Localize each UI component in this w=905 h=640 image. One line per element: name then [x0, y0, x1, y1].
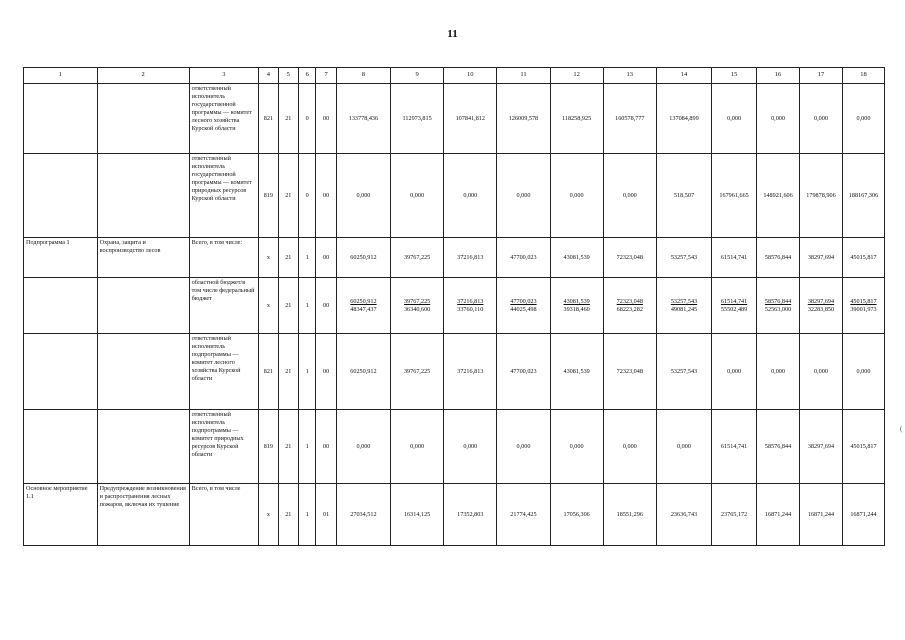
expense-value: 16314,125: [391, 484, 444, 546]
funding-source: Всего, в том числе:: [189, 238, 259, 278]
expense-value: 133778,436: [336, 84, 390, 154]
expense-value: 58576,844: [757, 238, 800, 278]
expense-value: 0,000: [800, 334, 843, 410]
table-row: [24, 278, 885, 334]
expense-value: 188167,306: [842, 154, 884, 238]
expense-value: 126009,578: [497, 84, 550, 154]
column-number: 11: [497, 68, 550, 84]
table-header-row: [24, 68, 885, 84]
expense-value: 160578,777: [603, 84, 656, 154]
column-number: 8: [336, 68, 390, 84]
event-code: 01: [316, 484, 336, 546]
expense-value-total: 53257,543: [670, 297, 698, 305]
expense-value: 39767,225: [391, 334, 444, 410]
expense-value: 17056,306: [550, 484, 603, 546]
expense-value-total: 60250,912: [350, 297, 377, 305]
expense-value: 23765,172: [712, 484, 757, 546]
expense-value: [842, 278, 884, 334]
expense-value: 0,000: [391, 410, 444, 484]
expense-value: 16871,244: [800, 484, 843, 546]
expense-value: [550, 278, 603, 334]
event-code: 00: [316, 154, 336, 238]
program-description: [97, 334, 189, 410]
status-name: [24, 278, 98, 334]
expense-value: 47700,023: [497, 238, 550, 278]
funding-source: ответственный исполнитель государственной программы — комитет лесного хозяйства Курской области: [189, 84, 259, 154]
expense-value-federal: 52563,000: [764, 305, 792, 313]
table-row: [24, 238, 885, 278]
expense-value-total: 43081,539: [563, 297, 590, 305]
event-code: 00: [316, 238, 336, 278]
expense-value: [656, 278, 711, 334]
expense-value: 60250,912: [336, 334, 390, 410]
column-number: 3: [189, 68, 259, 84]
expense-value: 72323,048: [603, 238, 656, 278]
expense-value-total: 61514,741: [720, 297, 748, 305]
table-row: [24, 154, 885, 238]
column-number: 5: [278, 68, 298, 84]
column-number: 9: [391, 68, 444, 84]
expense-value-federal: 39318,460: [563, 305, 590, 313]
expense-value: 518,507: [656, 154, 711, 238]
expense-value: 37216,813: [444, 334, 497, 410]
expense-value: [712, 278, 757, 334]
column-number: 16: [757, 68, 800, 84]
event-code: 00: [316, 410, 336, 484]
status-name: [24, 410, 98, 484]
expense-value: 43081,539: [550, 334, 603, 410]
column-number: 2: [97, 68, 189, 84]
expense-value: 37216,813: [444, 238, 497, 278]
column-number: 6: [299, 68, 316, 84]
status-name: [24, 84, 98, 154]
program-code: 21: [278, 154, 298, 238]
table-row: [24, 410, 885, 484]
program-code: 21: [278, 278, 298, 334]
expense-value-total: 38297,694: [807, 297, 835, 305]
event-code: 00: [316, 334, 336, 410]
column-number: 7: [316, 68, 336, 84]
column-number: 12: [550, 68, 603, 84]
expense-value: 0,000: [842, 84, 884, 154]
expense-value: [757, 278, 800, 334]
status-name: Подпрограмма 1: [24, 238, 98, 278]
column-number: 10: [444, 68, 497, 84]
expense-value: 0,000: [550, 154, 603, 238]
expense-value: 0,000: [497, 410, 550, 484]
admin-code: х: [259, 278, 278, 334]
expense-value: [336, 278, 390, 334]
expense-value: 58576,844: [757, 410, 800, 484]
funding-source: ответственный исполнитель подпрограммы — комитет лесного хозяйства Курской области: [189, 334, 259, 410]
expense-value-total: 58576,844: [764, 297, 792, 305]
expense-value-federal: 68223,282: [616, 305, 643, 313]
funding-source: Всего, в том числе: [189, 484, 259, 546]
expense-value: 0,000: [550, 410, 603, 484]
program-code: 21: [278, 238, 298, 278]
expense-value: [444, 278, 497, 334]
expense-value-federal: 32283,850: [807, 305, 835, 313]
admin-code: х: [259, 484, 278, 546]
admin-code: 821: [259, 84, 278, 154]
admin-code: 819: [259, 410, 278, 484]
expense-value: 18551,296: [603, 484, 656, 546]
event-code: 00: [316, 278, 336, 334]
expense-value-federal: 36340,600: [403, 305, 431, 313]
expense-value: 0,000: [842, 334, 884, 410]
expense-value: 167961,665: [712, 154, 757, 238]
status-name: Основное мероприятие 1.1: [24, 484, 98, 546]
expense-value: 17352,803: [444, 484, 497, 546]
table-row: [24, 84, 885, 154]
funding-source: ответственный исполнитель подпрограммы — комитет природных ресурсов Курской области: [189, 410, 259, 484]
budget-table: [23, 67, 885, 546]
column-number: 14: [656, 68, 711, 84]
page-number: 11: [447, 28, 458, 40]
expense-value: 0,000: [712, 334, 757, 410]
expense-value: 0,000: [603, 154, 656, 238]
subprogram-code: 0: [299, 84, 316, 154]
expense-value: 61514,741: [712, 238, 757, 278]
column-number: 4: [259, 68, 278, 84]
expense-value: 38297,694: [800, 238, 843, 278]
status-name: [24, 334, 98, 410]
funding-source: областной бюджет/в том числе федеральный бюджет: [189, 278, 259, 334]
expense-value: 21774,425: [497, 484, 550, 546]
expense-value: 0,000: [656, 410, 711, 484]
expense-value: 0,000: [444, 154, 497, 238]
expense-value: 61514,741: [712, 410, 757, 484]
expense-value: [800, 278, 843, 334]
expense-value: 148921,606: [757, 154, 800, 238]
table-row: [24, 334, 885, 410]
subprogram-code: 1: [299, 410, 316, 484]
subprogram-code: 1: [299, 278, 316, 334]
program-code: 21: [278, 334, 298, 410]
expense-value: 0,000: [603, 410, 656, 484]
expense-value-total: 45015,817: [850, 297, 877, 305]
expense-value: 107841,812: [444, 84, 497, 154]
expense-value: 16871,244: [757, 484, 800, 546]
event-code: 00: [316, 84, 336, 154]
expense-value: 0,000: [444, 410, 497, 484]
expense-value-federal: 48347,437: [350, 305, 377, 313]
expense-value: 23636,743: [656, 484, 711, 546]
status-name: [24, 154, 98, 238]
program-description: [97, 278, 189, 334]
expense-value-federal: 39001,973: [850, 305, 877, 313]
expense-value: 137084,899: [656, 84, 711, 154]
subprogram-code: 1: [299, 484, 316, 546]
expense-value: 45015,817: [842, 238, 884, 278]
expense-value: 60250,912: [336, 238, 390, 278]
expense-value-federal: 49081,245: [670, 305, 698, 313]
expense-value-federal: 55502,489: [720, 305, 748, 313]
expense-value: 0,000: [336, 154, 390, 238]
expense-value: [603, 278, 656, 334]
expense-value: 0,000: [497, 154, 550, 238]
program-code: 21: [278, 410, 298, 484]
expense-value-total: 72323,048: [616, 297, 643, 305]
program-description: [97, 410, 189, 484]
admin-code: 819: [259, 154, 278, 238]
margin-mark: (: [900, 425, 903, 433]
expense-value: 45015,817: [842, 410, 884, 484]
program-code: 21: [278, 84, 298, 154]
subprogram-code: 1: [299, 238, 316, 278]
program-description: [97, 154, 189, 238]
expense-value: 112973,815: [391, 84, 444, 154]
admin-code: 821: [259, 334, 278, 410]
expense-value-total: 37216,813: [457, 297, 484, 305]
expense-value: 179878,906: [800, 154, 843, 238]
expense-value: 0,000: [712, 84, 757, 154]
column-number: 13: [603, 68, 656, 84]
expense-value: 72323,048: [603, 334, 656, 410]
expense-value: 47700,023: [497, 334, 550, 410]
expense-value: 38297,694: [800, 410, 843, 484]
program-description: Охрана, защита и воспроизводство лесов: [97, 238, 189, 278]
expense-value: 27034,512: [336, 484, 390, 546]
program-description: Предупреждение возникновения и распространения лесных пожаров, включая их тушение: [97, 484, 189, 546]
expense-value-total: 39767,225: [403, 297, 431, 305]
expense-value: 16871,244: [842, 484, 884, 546]
expense-value: [391, 278, 444, 334]
program-description: [97, 84, 189, 154]
expense-value: 0,000: [336, 410, 390, 484]
program-code: 21: [278, 484, 298, 546]
expense-value: 0,000: [391, 154, 444, 238]
expense-value: 0,000: [800, 84, 843, 154]
expense-value: 118258,925: [550, 84, 603, 154]
expense-value-federal: 44025,498: [510, 305, 537, 313]
column-number: 17: [800, 68, 843, 84]
table-row: [24, 484, 885, 546]
column-number: 1: [24, 68, 98, 84]
column-number: 18: [842, 68, 884, 84]
subprogram-code: 0: [299, 154, 316, 238]
expense-value: 53257,543: [656, 238, 711, 278]
funding-source: ответственный исполнитель государственной программы — комитет природных ресурсов Курской области: [189, 154, 259, 238]
expense-value: 43081,539: [550, 238, 603, 278]
expense-value: 0,000: [757, 334, 800, 410]
expense-value-federal: 33760,110: [457, 305, 484, 313]
column-number: 15: [712, 68, 757, 84]
expense-value: 0,000: [757, 84, 800, 154]
expense-value: 39767,225: [391, 238, 444, 278]
expense-value: 53257,543: [656, 334, 711, 410]
subprogram-code: 1: [299, 334, 316, 410]
expense-value: [497, 278, 550, 334]
admin-code: х: [259, 238, 278, 278]
expense-value-total: 47700,023: [510, 297, 537, 305]
